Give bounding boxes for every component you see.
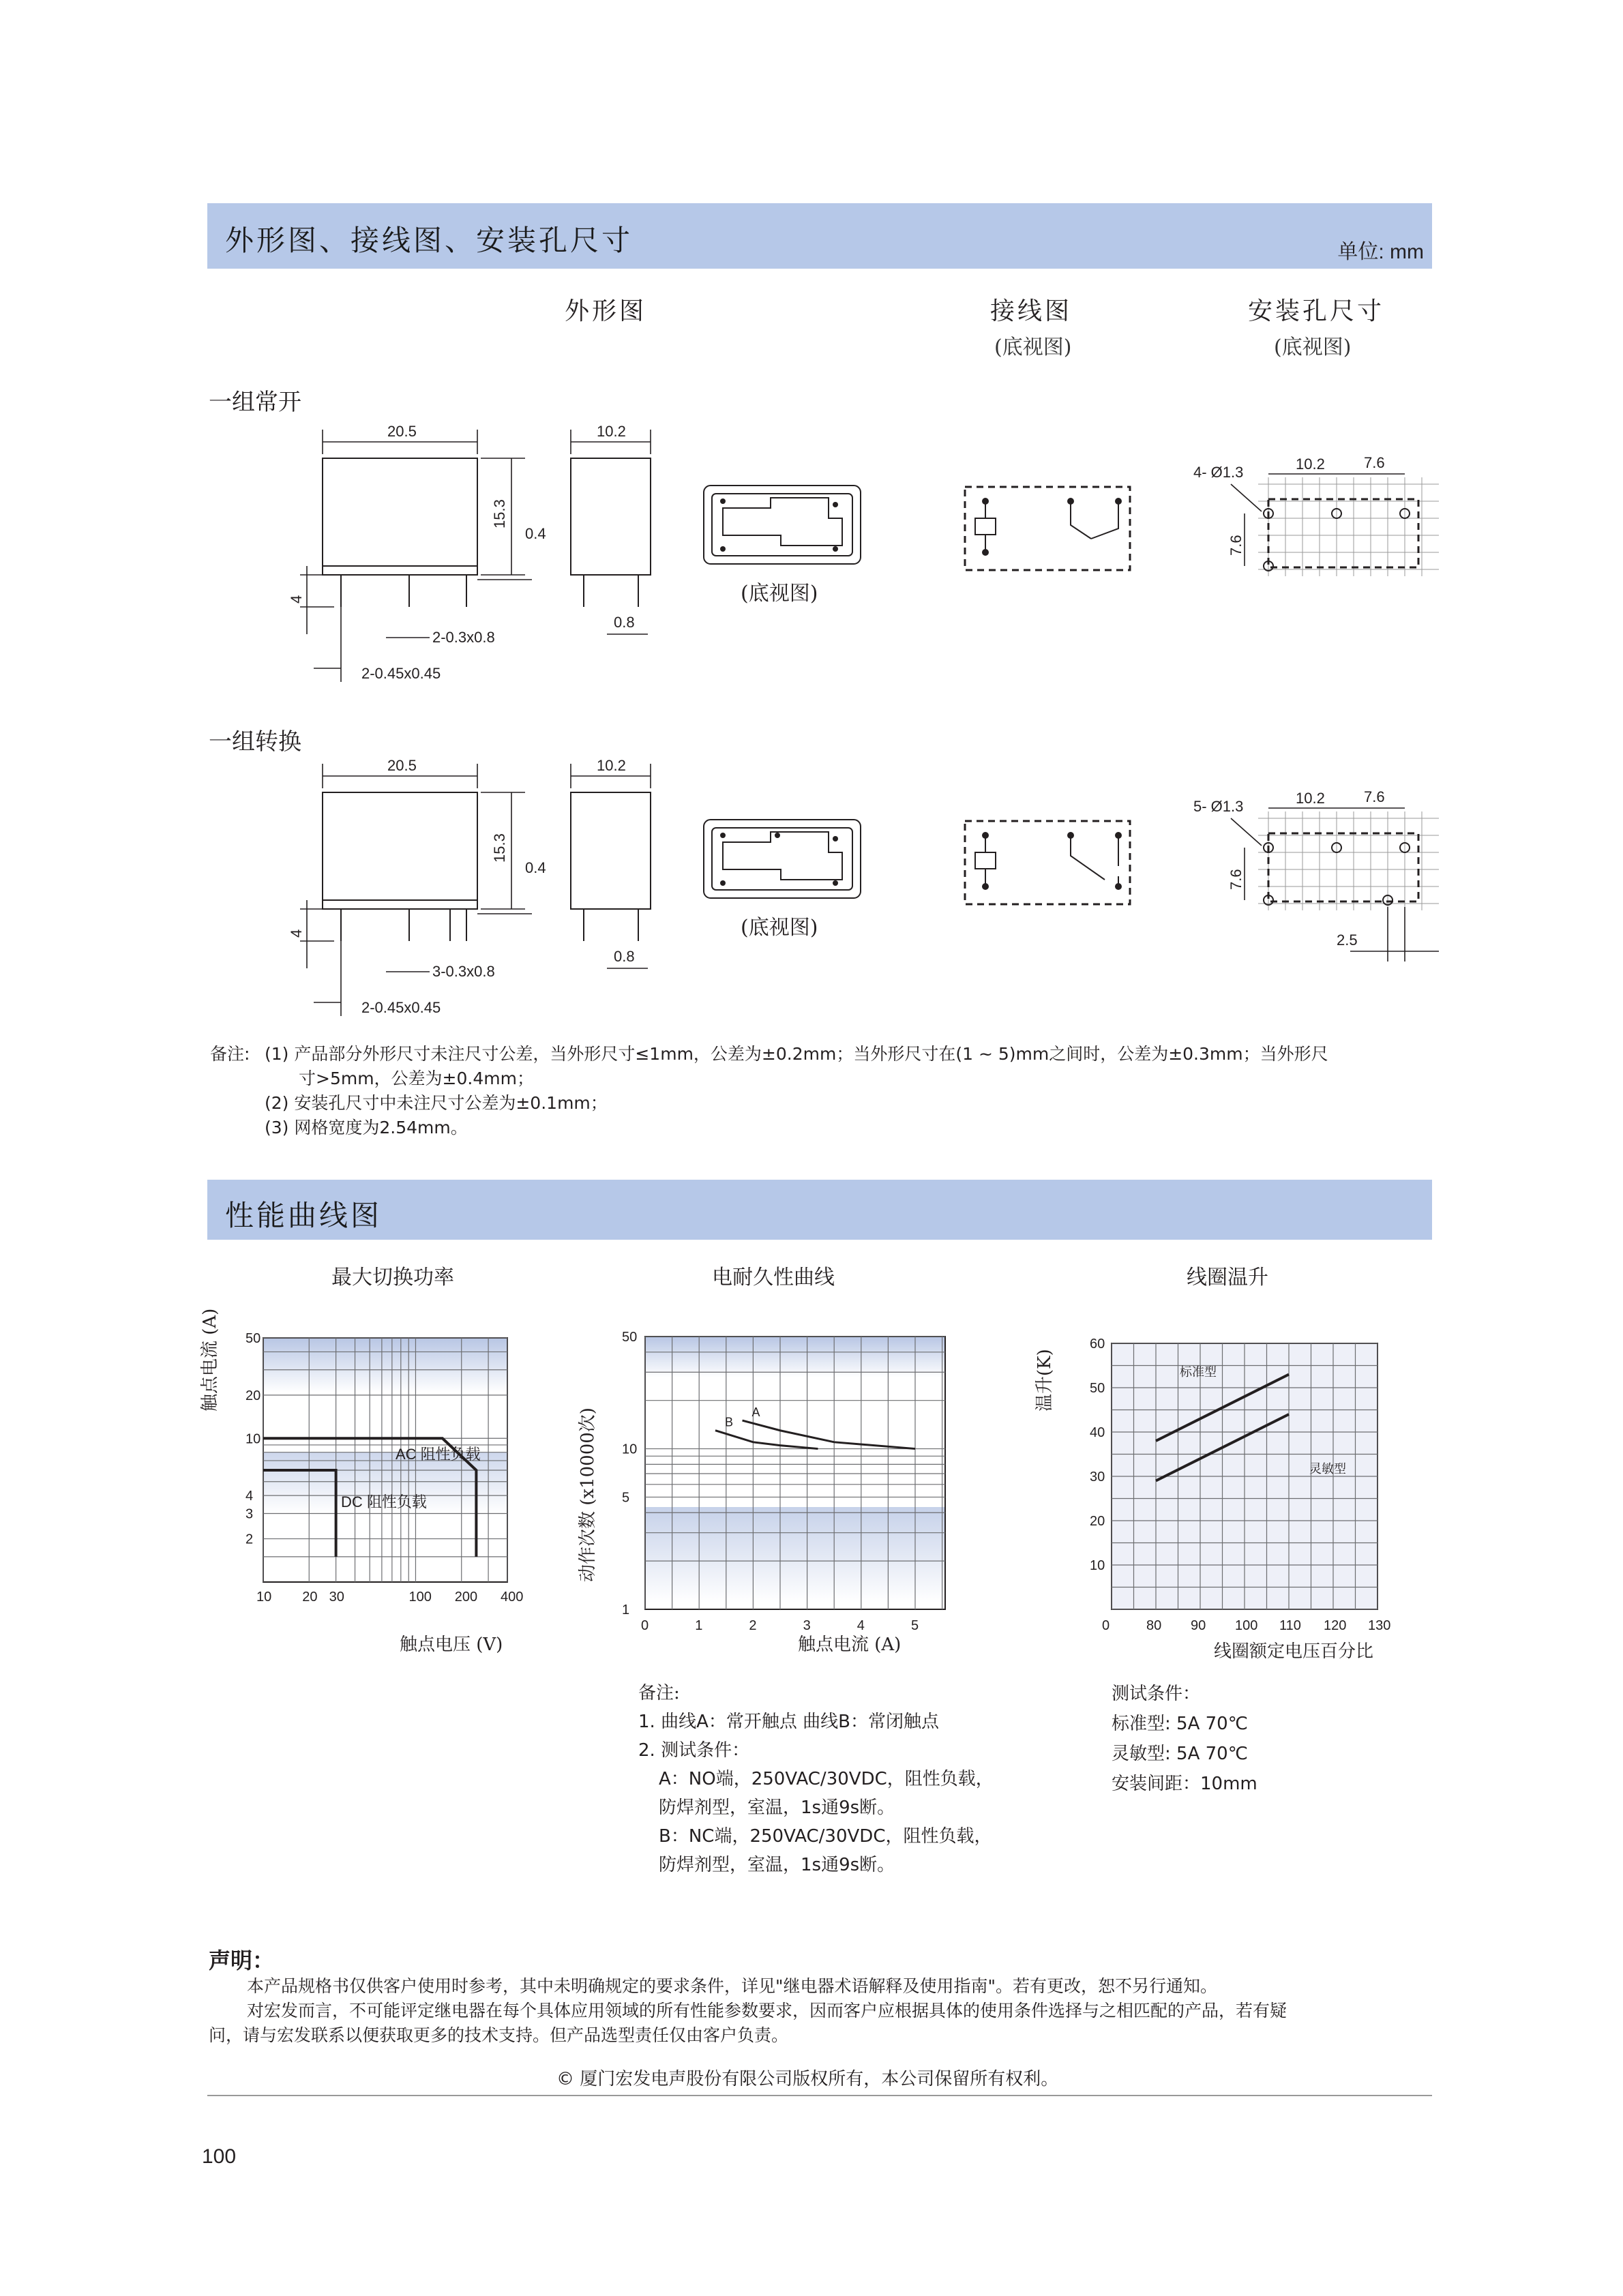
- chart2-title: 电耐久性曲线: [712, 1266, 835, 1289]
- holes-d3: 7.6: [1227, 869, 1245, 890]
- side-view: [571, 423, 651, 634]
- dim-length: 20.5: [387, 757, 417, 774]
- dim-width: 10.2: [597, 423, 626, 440]
- x-tick-label: 30: [329, 1590, 344, 1605]
- y-tick-label: 30: [1090, 1470, 1105, 1485]
- dim-pin-side: 0.8: [614, 948, 635, 965]
- chart2-note-5: B：NC端，250VAC/30VDC，阻性负载，: [659, 1826, 992, 1847]
- page-number: 100: [202, 2145, 237, 2168]
- chart3-note-3: 安装间距：10mm: [1112, 1774, 1257, 1794]
- col-header-holes-sub: (底视图): [1274, 336, 1352, 359]
- series-label-sensitive: 灵敏型: [1309, 1462, 1346, 1476]
- front-view: [288, 423, 546, 682]
- chart1-xlabel: 触点电压 (V): [400, 1635, 503, 1655]
- x-tick-label: 10: [256, 1590, 272, 1605]
- variant-label-1: 一组常开: [209, 389, 301, 416]
- front-view: [288, 757, 546, 1016]
- x-tick-label: 200: [454, 1590, 478, 1605]
- bottom-view: [704, 486, 861, 606]
- statement-p2b: 问，请与宏发联系以便获取更多的技术支持。但产品选型责任仅由客户负责。: [209, 2025, 789, 2045]
- note-2: (2) 安装孔尺寸中未注尺寸公差为±0.1mm；: [265, 1093, 608, 1113]
- side-view: [571, 757, 651, 968]
- chart-electrical-endurance: [566, 1323, 962, 1678]
- series-label-a: A: [751, 1405, 760, 1420]
- copyright: © 厦门宏发电声股份有限公司版权所有，本公司保留所有权利。: [556, 2069, 1059, 2089]
- col-header-wiring: 接线图: [990, 297, 1073, 325]
- y-tick-label: 1: [622, 1602, 630, 1617]
- col-header-wiring-sub: (底视图): [994, 336, 1072, 359]
- chart2-notes: [638, 1679, 994, 1879]
- chart3-ylabel: 温升(K): [1034, 1349, 1055, 1412]
- notes-prefix: 备注:: [210, 1044, 250, 1064]
- bottom-view-label: (底视图): [741, 582, 818, 606]
- x-tick-label: 20: [302, 1590, 318, 1605]
- section-title: 性能曲线图: [225, 1199, 383, 1232]
- statement-p2a: 对宏发而言，不可能评定继电器在每个具体应用领域的所有性能参数要求，因而客户应根据具体的使用条件选择与之相匹配的产品，若有疑: [247, 2001, 1287, 2021]
- chart1-ylabel: 触点电流 (A): [200, 1308, 220, 1412]
- x-tick-label: 130: [1368, 1618, 1391, 1633]
- holes-d4: 2.5: [1337, 931, 1358, 949]
- dim-gap: 0.4: [525, 525, 546, 542]
- x-tick-label: 1: [695, 1618, 703, 1633]
- dim-pin-length: 4: [288, 595, 305, 603]
- holes-d3: 7.6: [1227, 535, 1245, 556]
- y-tick-label: 60: [1090, 1337, 1105, 1352]
- y-tick-label: 10: [245, 1431, 261, 1447]
- holes-d2: 7.6: [1364, 788, 1385, 805]
- y-tick-label: 50: [1090, 1381, 1105, 1396]
- series-line-b: [715, 1431, 818, 1449]
- dim-gap: 0.4: [525, 859, 546, 876]
- x-tick-label: 100: [408, 1590, 432, 1605]
- x-tick-label: 3: [803, 1618, 811, 1633]
- y-tick-label: 20: [245, 1388, 261, 1403]
- chart3-title: 线圈温升: [1187, 1266, 1268, 1289]
- holes-d2: 7.6: [1364, 454, 1385, 471]
- dim-length: 20.5: [387, 423, 417, 440]
- dim-pin-power: 2-0.45x0.45: [361, 665, 441, 682]
- chart2-note-4: 防焊剂型，室温，1s通9s断。: [659, 1798, 895, 1818]
- footer-rule: [207, 2095, 1432, 2096]
- y-tick-label: 20: [1090, 1514, 1105, 1529]
- dim-pin-pitch: 3-0.3x0.8: [432, 963, 495, 980]
- chart3-notes: [1112, 1679, 1257, 1799]
- y-tick-label: 10: [622, 1442, 638, 1457]
- dim-height: 15.3: [491, 833, 508, 863]
- x-tick-label: 100: [1235, 1618, 1258, 1633]
- chart3-notes-title: 测试条件：: [1112, 1684, 1201, 1704]
- wiring-diagram: [965, 487, 1130, 570]
- dim-pin-length: 4: [288, 929, 305, 938]
- section-header-curves: [207, 1180, 1432, 1240]
- dim-pin-pitch: 2-0.3x0.8: [432, 629, 495, 646]
- mounting-holes: [1193, 788, 1439, 961]
- x-tick-label: 110: [1279, 1618, 1301, 1633]
- chart3-xlabel: 线圈额定电压百分比: [1214, 1641, 1374, 1662]
- y-tick-label: 50: [622, 1330, 638, 1345]
- x-tick-label: 0: [1102, 1618, 1110, 1633]
- unit-label: 单位: mm: [1337, 241, 1424, 263]
- x-tick-label: 80: [1146, 1618, 1162, 1633]
- variant-label-2: 一组转换: [209, 728, 301, 756]
- dim-width: 10.2: [597, 757, 626, 774]
- y-tick-label: 50: [245, 1331, 261, 1346]
- y-tick-label: 5: [622, 1490, 630, 1506]
- statement-body: [209, 1974, 1433, 2048]
- dim-pin-side: 0.8: [614, 614, 635, 631]
- dimension-notes: [210, 1042, 1431, 1140]
- chart2-note-2: 2. 测试条件：: [638, 1740, 750, 1761]
- x-tick-label: 5: [911, 1618, 919, 1633]
- x-tick-label: 4: [857, 1618, 865, 1633]
- chart2-note-1: 1. 曲线A：常开触点 曲线B：常闭触点: [638, 1712, 939, 1732]
- note-3: (3) 网格宽度为2.54mm。: [265, 1118, 468, 1137]
- statement-p1: 本产品规格书仅供客户使用时参考，其中未明确规定的要求条件，详见"继电器术语解释及使用指南"。若有更改，恕不另行通知。: [247, 1976, 1218, 1996]
- y-tick-label: 10: [1090, 1558, 1105, 1573]
- wiring-diagram: [965, 821, 1130, 904]
- holes-d1: 10.2: [1296, 790, 1325, 807]
- series-label-dc: DC 阻性负载: [341, 1493, 427, 1510]
- bottom-view-label: (底视图): [741, 916, 818, 940]
- x-tick-label: 400: [501, 1590, 524, 1605]
- x-tick-label: 120: [1324, 1618, 1347, 1633]
- dim-height: 15.3: [491, 499, 508, 528]
- series-label-ac: AC 阻性负载: [396, 1446, 481, 1463]
- holes-d1: 10.2: [1296, 456, 1325, 473]
- section-title: 外形图、接线图、安装孔尺寸: [225, 224, 634, 257]
- note-1b: 寸>5mm，公差为±0.4mm；: [299, 1069, 534, 1088]
- y-tick-label: 2: [245, 1532, 254, 1547]
- chart2-note-3: A：NO端，250VAC/30VDC，阻性负载，: [659, 1769, 994, 1789]
- chart2-ylabel: 动作次数 (x10000次): [578, 1407, 598, 1582]
- col-header-outline: 外形图: [565, 297, 647, 325]
- y-tick-label: 3: [245, 1506, 254, 1522]
- col-header-holes: 安装孔尺寸: [1248, 297, 1385, 325]
- mounting-holes: [1193, 454, 1439, 576]
- bottom-view: [704, 820, 861, 940]
- chart2-notes-title: 备注:: [638, 1683, 680, 1703]
- chart3-note-2: 灵敏型: 5A 70℃: [1112, 1744, 1248, 1764]
- variant1-drawings: [205, 409, 1432, 696]
- section-header-dimensions: [207, 203, 1432, 269]
- dim-pin-power: 2-0.45x0.45: [361, 999, 441, 1016]
- x-tick-label: 2: [749, 1618, 757, 1633]
- variant2-drawings: [205, 743, 1432, 1037]
- x-tick-label: 0: [641, 1618, 649, 1633]
- y-tick-label: 40: [1090, 1425, 1105, 1440]
- note-1a: (1) 产品部分外形尺寸未注尺寸公差，当外形尺寸≤1mm，公差为±0.2mm；当外形尺寸在(1 ~ 5)mm之间时，公差为±0.3mm；当外形尺: [265, 1044, 1328, 1064]
- holes-count: 5- Ø1.3: [1193, 798, 1244, 815]
- series-label-b: B: [724, 1415, 733, 1429]
- chart-max-switching-power: [200, 1308, 532, 1678]
- chart2-xlabel: 触点电流 (A): [798, 1635, 902, 1655]
- chart1-title: 最大切换功率: [331, 1266, 454, 1289]
- series-label-standard: 标准型: [1180, 1365, 1217, 1380]
- chart3-note-1: 标准型: 5A 70℃: [1112, 1714, 1248, 1734]
- statement-title: 声明：: [209, 1948, 275, 1973]
- holes-count: 4- Ø1.3: [1193, 464, 1244, 481]
- x-tick-label: 90: [1191, 1618, 1206, 1633]
- chart2-note-6: 防焊剂型，室温，1s通9s断。: [659, 1855, 895, 1875]
- chart-coil-temperature-rise: [1023, 1323, 1405, 1678]
- y-tick-label: 4: [245, 1489, 254, 1504]
